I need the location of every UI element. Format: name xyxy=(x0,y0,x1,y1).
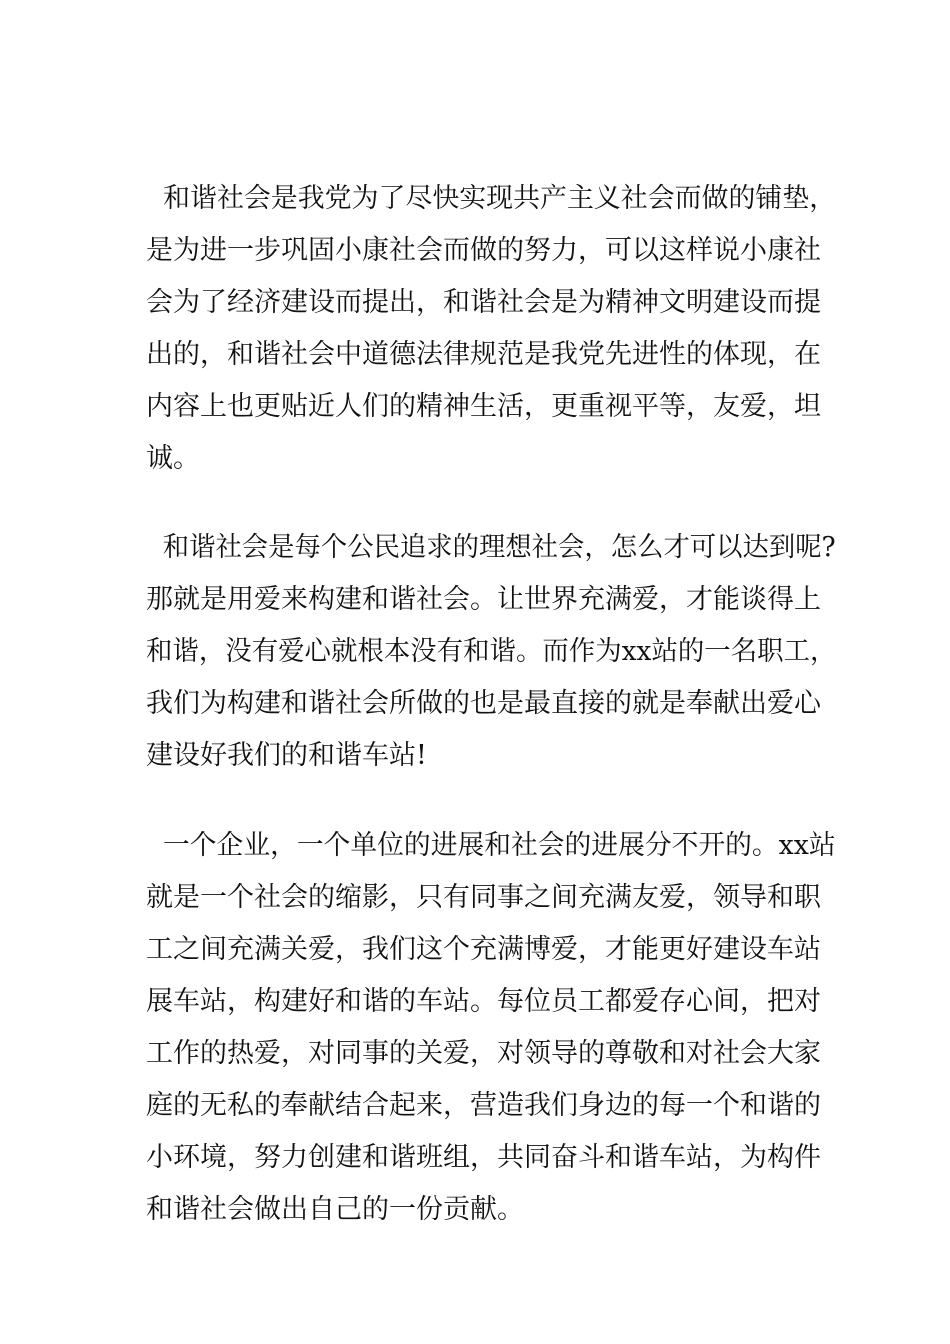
paragraph-line: 工之间充满关爱，我们这个充满博爱，才能更好建设车站 xyxy=(146,934,821,965)
paragraph-line: 和谐，没有爱心就根本没有和谐。而作为xx站的一名职工， xyxy=(146,636,837,667)
paragraph-station-development xyxy=(146,820,836,1236)
paragraph-line: 工作的热爱，对同事的关爱，对领导的尊敬和对社会大家 xyxy=(146,1038,821,1069)
paragraph-line: 一个企业，一个单位的进展和社会的进展分不开的。xx站 xyxy=(146,830,836,861)
paragraph-line: 会为了经济建设而提出，和谐社会是为精神文明建设而提 xyxy=(146,287,821,318)
paragraph-build-with-love xyxy=(146,522,837,782)
paragraph-line: 和谐社会是每个公民追求的理想社会，怎么才可以达到呢? xyxy=(146,532,836,563)
paragraph-line: 就是一个社会的缩影，只有同事之间充满友爱，领导和职 xyxy=(146,882,821,913)
paragraph-harmonious-society-foundation xyxy=(146,173,837,485)
paragraph-line: 和谐社会是我党为了尽快实现共产主义社会而做的铺垫， xyxy=(146,183,837,214)
paragraph-line: 小环境，努力创建和谐班组，共同奋斗和谐车站，为构件 xyxy=(146,1142,821,1173)
paragraph-line: 展车站，构建好和谐的车站。每位员工都爱存心间，把对 xyxy=(146,986,821,1017)
paragraph-line: 是为进一步巩固小康社会而做的努力，可以这样说小康社 xyxy=(146,235,821,266)
paragraph-line: 建设好我们的和谐车站! xyxy=(146,740,427,771)
paragraph-line: 我们为构建和谐社会所做的也是最直接的就是奉献出爱心 xyxy=(146,688,821,719)
paragraph-line: 庭的无私的奉献结合起来，营造我们身边的每一个和谐的 xyxy=(146,1090,821,1121)
paragraph-line: 内容上也更贴近人们的精神生活，更重视平等，友爱，坦 xyxy=(146,391,821,422)
paragraph-line: 那就是用爱来构建和谐社会。让世界充满爱，才能谈得上 xyxy=(146,584,821,615)
paragraph-line: 和谐社会做出自己的一份贡献。 xyxy=(146,1194,524,1225)
paragraph-line: 出的，和谐社会中道德法律规范是我党先进性的体现，在 xyxy=(146,339,821,370)
paragraph-line: 诚。 xyxy=(146,443,200,474)
